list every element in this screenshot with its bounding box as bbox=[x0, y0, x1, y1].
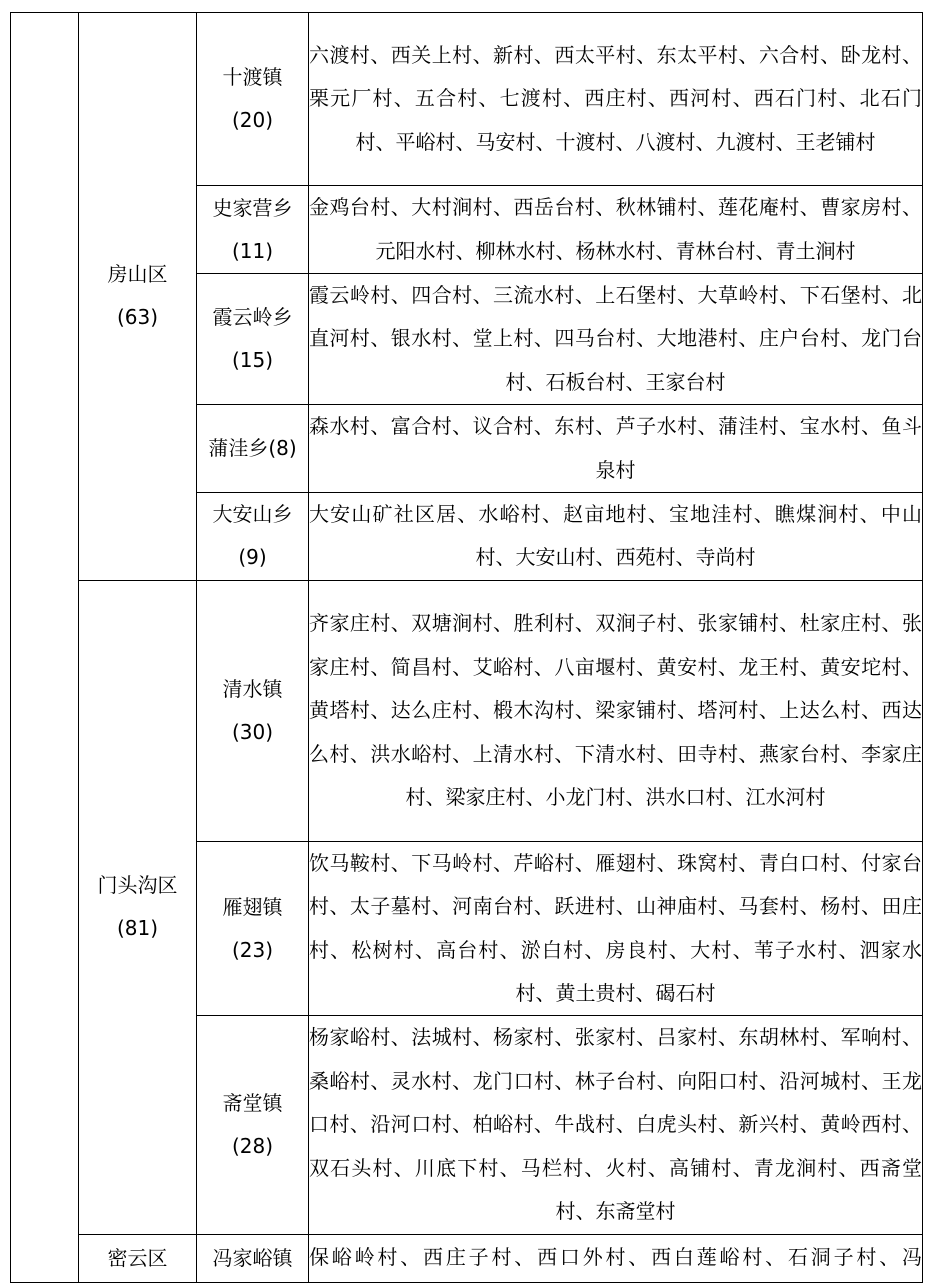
villages-cell bbox=[309, 405, 923, 493]
village-list: 金鸡台村、大村涧村、西岳台村、秋林铺村、莲花庵村、曹家房村、元阳水村、柳林水村、杨林水村、青林台村、青土涧村 bbox=[309, 195, 922, 263]
village-list: 饮马鞍村、下马岭村、芹峪村、雁翅村、珠窝村、青白口村、付家台村、太子墓村、河南台村、跃进村、山神庙村、马套村、杨村、田庄村、松树村、高台村、淤白村、房良村、大村、苇子水村、泗家水村、黄土贵村、碣石村 bbox=[309, 850, 922, 1006]
district-name: 房山区 bbox=[107, 262, 168, 287]
villages-cell bbox=[309, 841, 923, 1016]
town-cell bbox=[197, 274, 309, 405]
villages-cell bbox=[309, 1234, 923, 1282]
village-list: 齐家庄村、双塘涧村、胜利村、双涧子村、张家铺村、杜家庄村、张家庄村、简昌村、艾峪村、八亩堰村、黄安村、龙王村、黄安坨村、黄塔村、达么庄村、椴木沟村、梁家铺村、塔河村、上达么村、西达么村、洪水峪村、上清水村、下清水村、田寺村、燕家台村、李家庄村、梁家庄村、小龙门村、洪水口村、江水河村 bbox=[309, 611, 922, 809]
villages-cell bbox=[309, 13, 923, 186]
table-row bbox=[11, 13, 923, 186]
villages-cell bbox=[309, 274, 923, 405]
district-cell bbox=[79, 1234, 197, 1282]
village-table bbox=[10, 12, 923, 1283]
town-name: 清水镇 bbox=[222, 676, 283, 701]
town-name: 冯家峪镇 bbox=[212, 1245, 293, 1270]
village-list: 霞云岭村、四合村、三流水村、上石堡村、大草岭村、下石堡村、北直河村、银水村、堂上村、四马台村、大地港村、庄户台村、龙门台村、石板台村、王家台村 bbox=[309, 283, 922, 394]
town-cell bbox=[197, 13, 309, 186]
district-count: (63) bbox=[116, 305, 159, 330]
town-count: (15) bbox=[231, 348, 274, 373]
district-cell bbox=[79, 13, 197, 581]
district-count: (81) bbox=[116, 916, 159, 941]
villages-cell bbox=[309, 580, 923, 841]
town-name: 雁翅镇 bbox=[222, 894, 283, 919]
town-cell bbox=[197, 1234, 309, 1282]
town-name: 大安山乡 bbox=[212, 502, 293, 527]
blank-province-cell bbox=[11, 13, 79, 1283]
town-count: (20) bbox=[231, 108, 274, 132]
village-list: 森水村、富合村、议合村、东村、芦子水村、蒲洼村、宝水村、鱼斗泉村 bbox=[309, 414, 922, 482]
town-cell bbox=[197, 841, 309, 1016]
town-name: 史家营乡 bbox=[212, 195, 293, 220]
village-list: 六渡村、西关上村、新村、西太平村、东太平村、六合村、卧龙村、栗元厂村、五合村、七渡村、西庄村、西河村、西石门村、北石门村、平峪村、马安村、十渡村、八渡村、九渡村、王老铺村 bbox=[309, 42, 922, 154]
district-name: 门头沟区 bbox=[97, 873, 178, 898]
town-name: 斋堂镇 bbox=[222, 1090, 283, 1115]
district-name: 密云区 bbox=[107, 1245, 168, 1270]
villages-cell bbox=[309, 493, 923, 581]
town-name: 蒲洼乡(8) bbox=[208, 436, 297, 461]
town-cell bbox=[197, 405, 309, 493]
town-count: (30) bbox=[231, 719, 274, 744]
villages-cell bbox=[309, 186, 923, 274]
district-cell bbox=[79, 580, 197, 1234]
village-list: 保峪岭村、西庄子村、西口外村、西白莲峪村、石洞子村、冯 bbox=[309, 1245, 922, 1270]
town-cell bbox=[197, 580, 309, 841]
villages-cell bbox=[309, 1016, 923, 1234]
town-count: (9) bbox=[238, 545, 267, 570]
town-cell bbox=[197, 493, 309, 581]
village-list: 大安山矿社区居、水峪村、赵亩地村、宝地洼村、瞧煤涧村、中山村、大安山村、西苑村、寺尚村 bbox=[309, 502, 922, 570]
town-count: (11) bbox=[231, 238, 274, 263]
town-name: 十渡镇 bbox=[222, 65, 283, 89]
town-name: 霞云岭乡 bbox=[212, 305, 293, 330]
village-list: 杨家峪村、法城村、杨家村、张家村、吕家村、东胡林村、军响村、桑峪村、灵水村、龙门口村、林子台村、向阳口村、沿河城村、王龙口村、沿河口村、柏峪村、牛战村、白虎头村、新兴村、黄岭西村、双石头村、川底下村、马栏村、火村、高铺村、青龙涧村、西斋堂村、东斋堂村 bbox=[309, 1025, 922, 1224]
table-row bbox=[11, 580, 923, 841]
town-cell bbox=[197, 186, 309, 274]
town-cell bbox=[197, 1016, 309, 1234]
town-count: (28) bbox=[231, 1133, 274, 1158]
table-row bbox=[11, 1234, 923, 1282]
town-count: (23) bbox=[231, 937, 274, 962]
